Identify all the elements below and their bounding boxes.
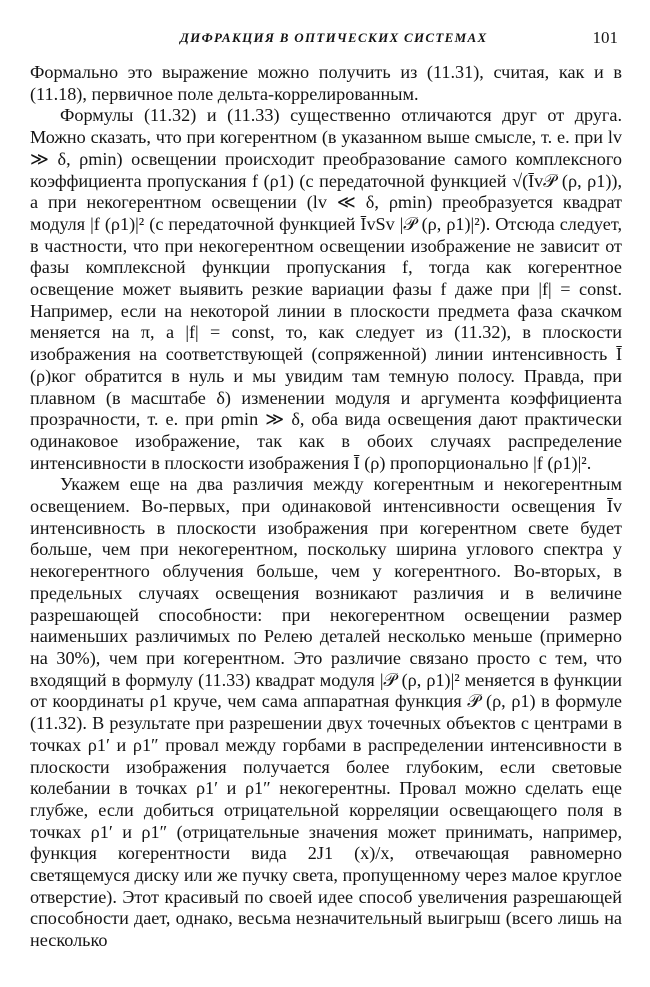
- book-page: [30, 24, 622, 952]
- paragraph-3: Укажем еще на два различия между когерентным и некогерентным освещением. Во-первых, при одинаковой интенсивности освещения Īv интенсивность в плоскости изображения при когерентном свете будет больше, чем при некогерентном, поскольку ширина углового спектра у некогерентного облучения больше, чем у когерентного. Во-вторых, в предельных случаях освещения возникают различия и в величине разрешающей способности: при некогерентном освещении размер наименьших различимых по Релею деталей несколько меньше (примерно на 30%), чем при когерентном. Это различие связано просто с тем, что входящий в формулу (11.33) квадрат модуля |𝒫 (ρ, ρ1)|² меняется в функции от координаты ρ1 круче, чем сама аппаратная функция 𝒫 (ρ, ρ1) в формуле (11.32). В результате при разрешении двух точечных объектов с центрами в точках ρ1′ и ρ1″ провал между горбами в распределении интенсивности в плоскости изображения получается более глубоким, если световые колебании в точках ρ1′ и ρ1″ некогерентны. Провал можно сделать еще глубже, если добиться отрицательной корреляции освещающего поля в точках ρ1′ и ρ1″ (отрицательные значения может принимать, например, функция когерентности вида 2J1 (x)/x, отвечающая равномерно светящемуся диску или же пучку света, пропущенному через малое круглое отверстие). Этот красивый по своей идее способ увеличения разрешающей способности дает, однако, весьма незначительный выигрыш (всего лишь на несколько: [30, 474, 622, 951]
- paragraph-1: Формально это выражение можно получить из (11.31), считая, как и в (11.18), первичное поле дельта-коррелированным.: [30, 62, 622, 104]
- page-number: 101: [592, 28, 618, 47]
- running-title: ДИФРАКЦИЯ В ОПТИЧЕСКИХ СИСТЕМАХ: [180, 30, 488, 45]
- paragraph-2: Формулы (11.32) и (11.33) существенно отличаются друг от друга. Можно сказать, что при когерентном (в указанном выше смысле, т. е. при lv ≫ δ, ρmin) освещении происходит преобразование самого комплексного коэффициента пропускания f (ρ1) (с передаточной функцией √(Īv𝒫 (ρ, ρ1)), а при некогерентном освещении (lv ≪ δ, ρmin) преобразуется квадрат модуля |f (ρ1)|² (с передаточной функцией ĪvSv |𝒫 (ρ, ρ1)|²). Отсюда следует, в частности, что при некогерентном освещении изображение не зависит от фазы комплексной функции пропускания f, тогда как когерентное освещение может выявить резкие вариации фазы f даже при |f| = const. Например, если на некоторой линии в плоскости предмета фаза скачком меняется на π, а |f| = const, то, как следует из (11.32), в плоскости изображения на соответствующей (сопряженной) линии интенсивность Ī (ρ)ког обратится в нуль и мы увидим там темную полосу. Правда, при плавном (в масштабе δ) изменении модуля и аргумента коэффициента прозрачности, т. е. при ρmin ≫ δ, оба вида освещения дают практически одинаковое изображение, так как в обоих случаях распределение интенсивности в плоскости изображения Ī (ρ) пропорционально |f (ρ1)|².: [30, 105, 622, 473]
- body-text: [30, 62, 622, 952]
- page-header: [30, 24, 622, 54]
